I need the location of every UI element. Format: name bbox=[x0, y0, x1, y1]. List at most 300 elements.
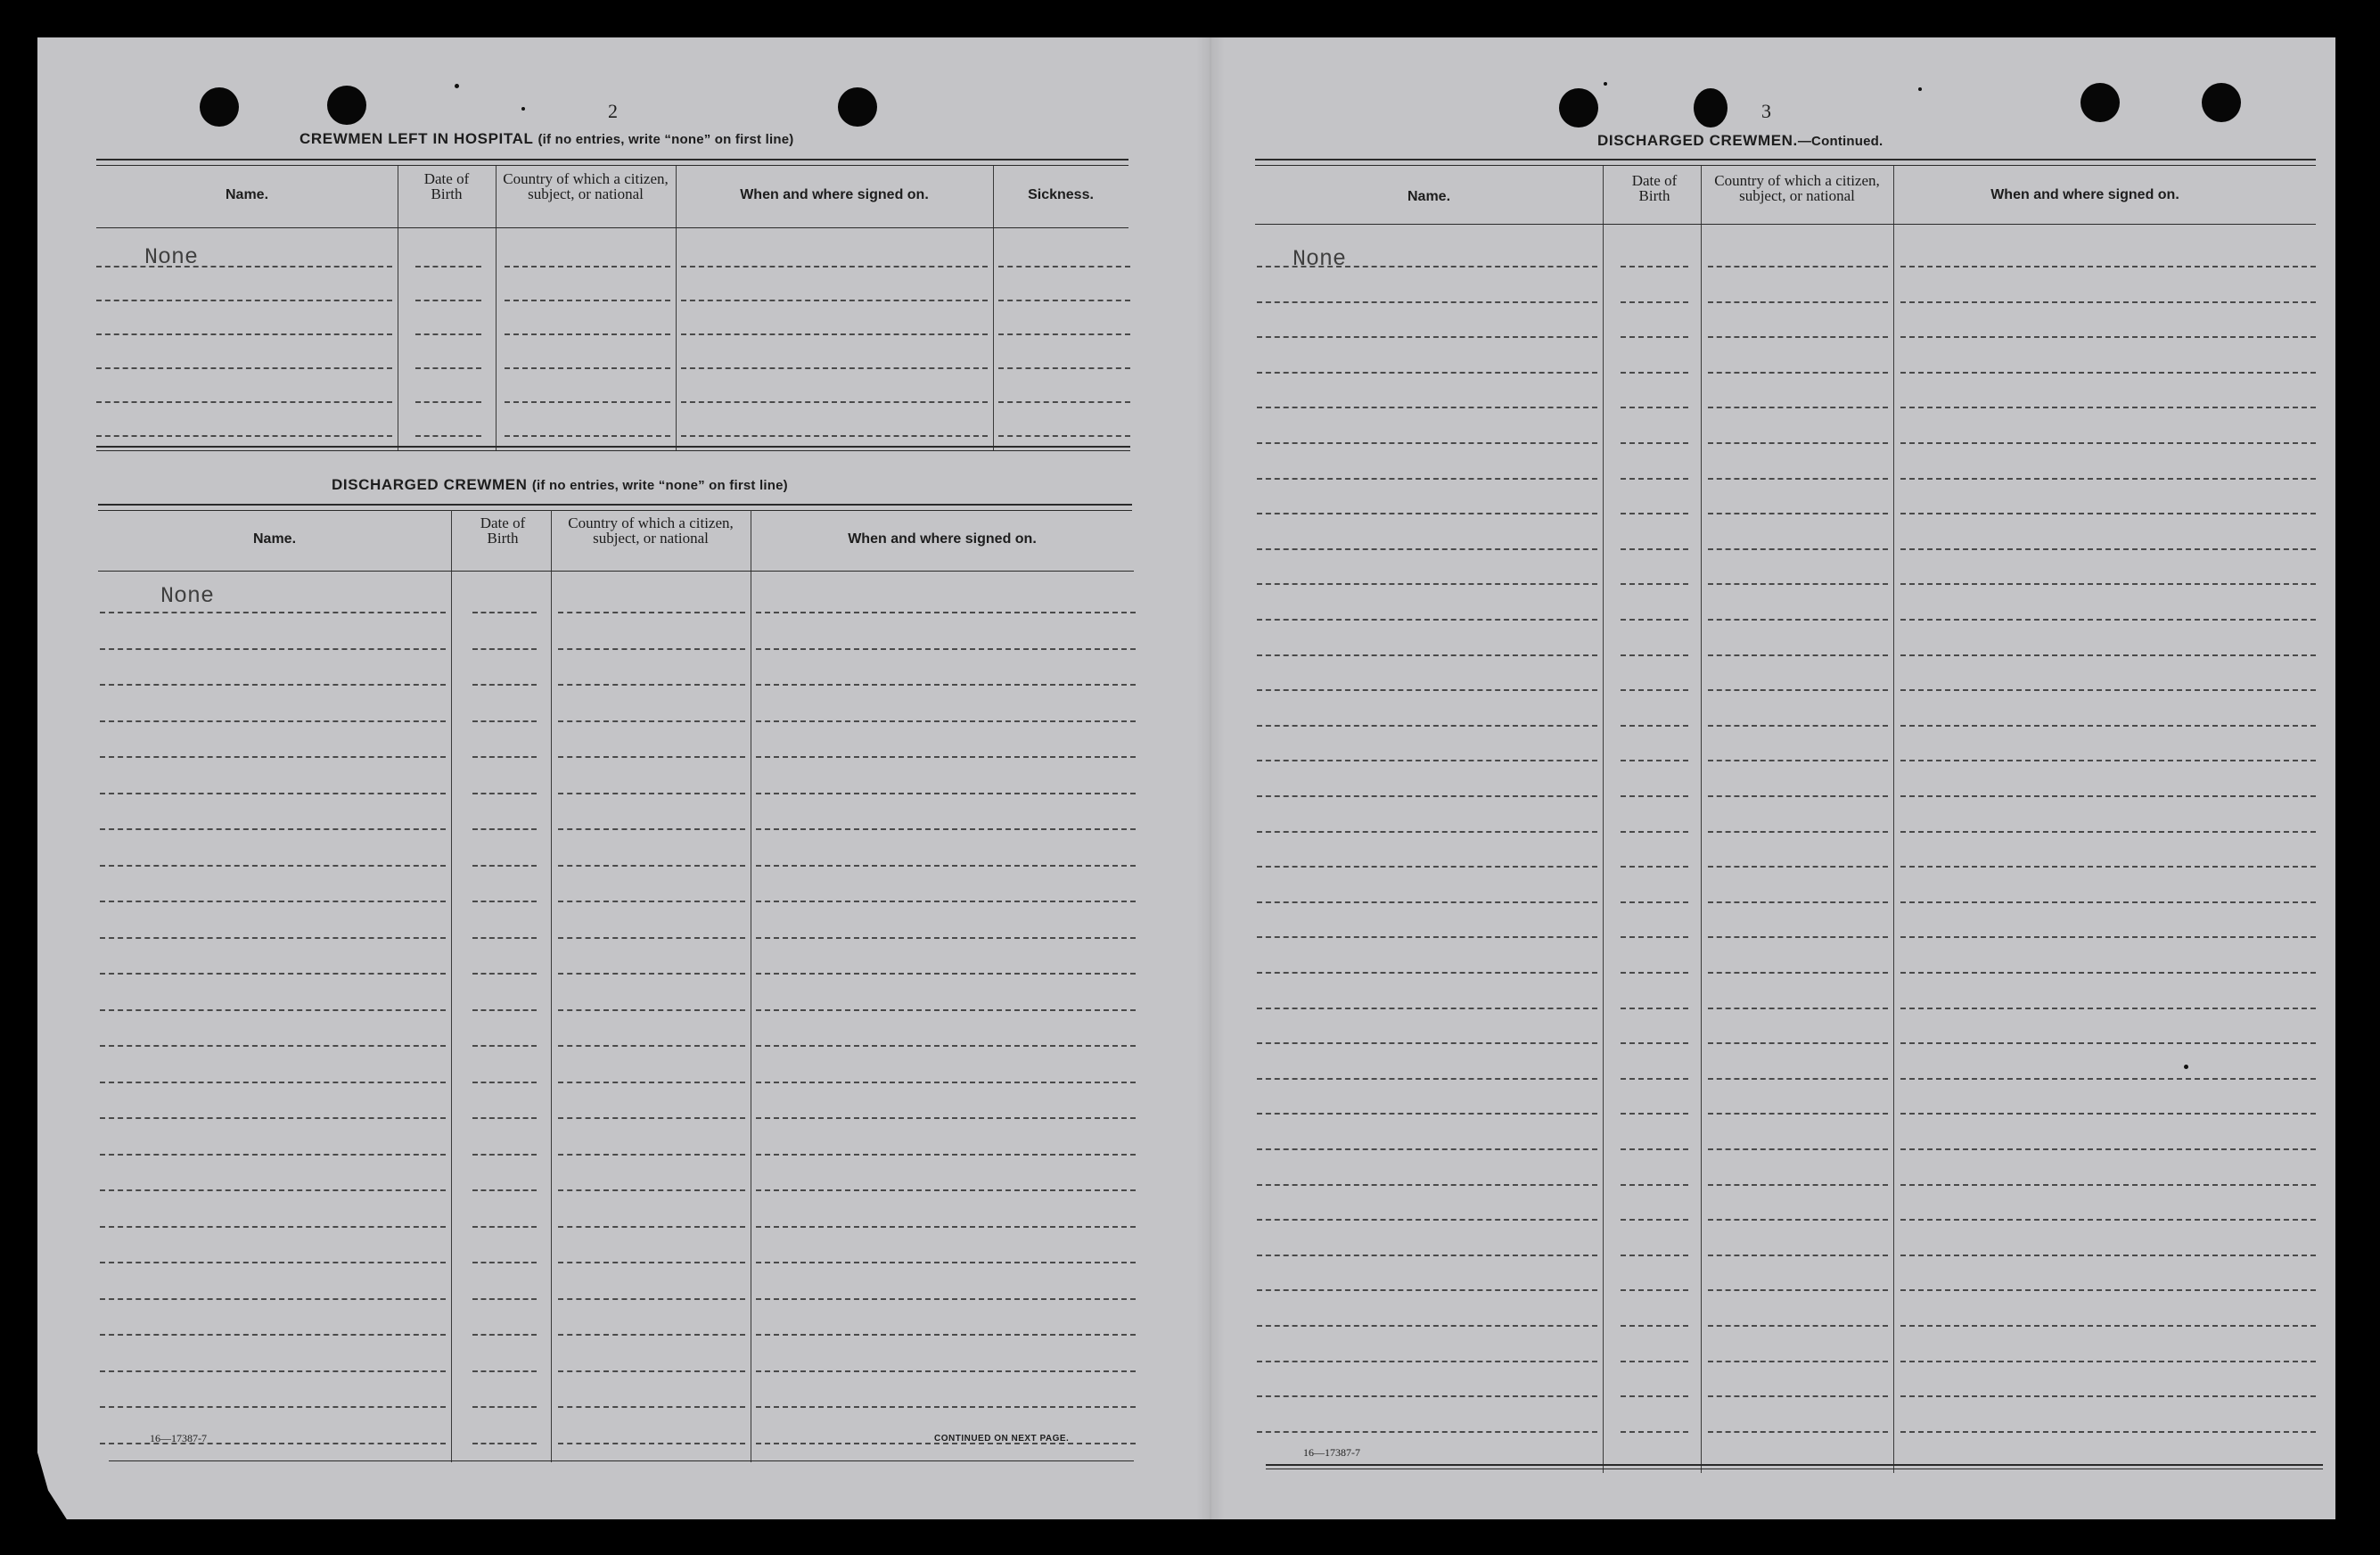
column-header-signed-on: When and where signed on. bbox=[1990, 187, 2179, 202]
ruled-line bbox=[1257, 372, 1597, 374]
ruled-line bbox=[1900, 1219, 2316, 1221]
torn-corner bbox=[36, 1446, 71, 1526]
table-top-rule bbox=[98, 504, 1132, 511]
ruled-line bbox=[96, 300, 392, 301]
ruled-line bbox=[1257, 1289, 1597, 1291]
ruled-line bbox=[1621, 725, 1688, 727]
ruled-line bbox=[472, 828, 537, 830]
ruled-line bbox=[1621, 831, 1688, 833]
column-header-sickness: Sickness. bbox=[1028, 187, 1094, 202]
ruled-line bbox=[558, 1406, 745, 1408]
page-number: 3 bbox=[1761, 100, 1771, 122]
column-divider bbox=[676, 166, 677, 451]
ruled-line bbox=[558, 720, 745, 722]
table-bottom-rule bbox=[1266, 1464, 2323, 1469]
ruled-line bbox=[472, 1045, 537, 1047]
ruled-line bbox=[1708, 1184, 1888, 1186]
ruled-line bbox=[558, 1262, 745, 1263]
ruled-line bbox=[1708, 760, 1888, 761]
ruled-line bbox=[472, 1298, 537, 1300]
ruled-line bbox=[558, 973, 745, 975]
ruled-line bbox=[1708, 1078, 1888, 1080]
ruled-line bbox=[681, 333, 988, 335]
ruled-line bbox=[1257, 1395, 1597, 1397]
ruled-line bbox=[1708, 1431, 1888, 1433]
section-title bbox=[300, 130, 793, 148]
ruled-line bbox=[1257, 478, 1597, 480]
ruled-line bbox=[472, 1009, 537, 1011]
ruled-line bbox=[1708, 336, 1888, 338]
ruled-line bbox=[1257, 1361, 1597, 1362]
ruled-line bbox=[998, 435, 1130, 437]
ruled-line bbox=[1708, 478, 1888, 480]
ruled-line bbox=[1708, 831, 1888, 833]
ruled-line bbox=[1708, 266, 1888, 267]
ruled-line bbox=[756, 901, 1136, 902]
ruled-line bbox=[96, 266, 392, 267]
ruled-line bbox=[558, 1082, 745, 1083]
ruled-line bbox=[1621, 760, 1688, 761]
ruled-line bbox=[1621, 1325, 1688, 1327]
ruled-line bbox=[1257, 1008, 1597, 1009]
ruled-line bbox=[756, 1298, 1136, 1300]
table-bottom-rule bbox=[109, 1460, 1134, 1461]
ruled-line bbox=[1900, 301, 2316, 303]
column-divider bbox=[551, 510, 552, 1462]
ruled-line bbox=[998, 333, 1130, 335]
ruled-line bbox=[1257, 725, 1597, 727]
ruled-line bbox=[1900, 1078, 2316, 1080]
ruled-line bbox=[1257, 760, 1597, 761]
page-fold bbox=[1196, 37, 1225, 1519]
section-note: (if no entries, write “none” on first line) bbox=[531, 478, 788, 493]
punch-hole bbox=[2080, 83, 2120, 122]
ruled-line bbox=[756, 756, 1136, 758]
ruled-line bbox=[1708, 301, 1888, 303]
ruled-line bbox=[756, 1045, 1136, 1047]
ruled-line bbox=[505, 300, 670, 301]
ruled-line bbox=[100, 1117, 446, 1119]
ruled-line bbox=[1257, 1431, 1597, 1433]
ruled-line bbox=[1621, 619, 1688, 621]
ruled-line bbox=[558, 793, 745, 794]
ruled-line bbox=[1621, 972, 1688, 974]
column-divider bbox=[496, 166, 497, 451]
ruled-line bbox=[96, 401, 392, 403]
ruled-line bbox=[100, 793, 446, 794]
ruled-line bbox=[558, 1154, 745, 1156]
ruled-line bbox=[1708, 619, 1888, 621]
ruled-line bbox=[100, 1082, 446, 1083]
ruled-line bbox=[756, 1082, 1136, 1083]
ruled-line bbox=[1708, 866, 1888, 868]
typed-entry: None bbox=[1293, 246, 1347, 272]
ruled-line bbox=[558, 1334, 745, 1336]
ruled-line bbox=[415, 435, 481, 437]
ruled-line bbox=[1621, 689, 1688, 691]
section-title bbox=[332, 476, 788, 494]
ruled-line bbox=[96, 367, 392, 369]
ruled-line bbox=[1900, 795, 2316, 797]
ruled-line bbox=[1900, 1008, 2316, 1009]
ruled-line bbox=[1708, 1361, 1888, 1362]
ruled-line bbox=[1708, 1219, 1888, 1221]
speck bbox=[1604, 82, 1607, 86]
ruled-line bbox=[558, 937, 745, 939]
column-divider bbox=[1701, 166, 1702, 1473]
ruled-line bbox=[472, 1406, 537, 1408]
ruled-line bbox=[756, 612, 1136, 613]
ruled-line bbox=[472, 865, 537, 867]
ruled-line bbox=[1621, 372, 1688, 374]
ruled-line bbox=[415, 367, 481, 369]
ruled-line bbox=[1708, 583, 1888, 585]
ruled-line bbox=[1621, 795, 1688, 797]
ruled-line bbox=[472, 1154, 537, 1156]
section-title-text: CREWMEN LEFT IN HOSPITAL bbox=[300, 130, 534, 147]
ruled-line bbox=[100, 1045, 446, 1047]
column-divider bbox=[1603, 166, 1604, 1473]
ruled-line bbox=[998, 367, 1130, 369]
ruled-line bbox=[1257, 1325, 1597, 1327]
ruled-line bbox=[1621, 548, 1688, 550]
ruled-line bbox=[1900, 513, 2316, 514]
ruled-line bbox=[100, 973, 446, 975]
ruled-line bbox=[1257, 866, 1597, 868]
ruled-line bbox=[100, 756, 446, 758]
section-title-text: DISCHARGED CREWMEN. bbox=[1597, 132, 1798, 149]
ruled-line bbox=[1621, 1148, 1688, 1150]
ruled-line bbox=[472, 937, 537, 939]
column-header-date-of-birth: Date of Birth bbox=[423, 170, 470, 202]
ruled-line bbox=[1900, 266, 2316, 267]
ruled-line bbox=[100, 1154, 446, 1156]
ruled-line bbox=[472, 684, 537, 686]
ruled-line bbox=[100, 1009, 446, 1011]
ruled-line bbox=[558, 684, 745, 686]
header-rule bbox=[98, 571, 1134, 572]
ruled-line bbox=[1708, 548, 1888, 550]
header-rule bbox=[1255, 224, 2316, 225]
column-header-date-of-birth: Date of Birth bbox=[480, 514, 526, 547]
ruled-line bbox=[1708, 1148, 1888, 1150]
ruled-line bbox=[1257, 442, 1597, 444]
ruled-line bbox=[1708, 689, 1888, 691]
ruled-line bbox=[100, 1370, 446, 1372]
ruled-line bbox=[1621, 1395, 1688, 1397]
punch-hole bbox=[200, 87, 239, 127]
column-header-signed-on: When and where signed on. bbox=[848, 531, 1037, 547]
typed-entry: None bbox=[160, 583, 215, 609]
ruled-line bbox=[100, 828, 446, 830]
table-top-rule bbox=[1255, 159, 2316, 166]
ruled-line bbox=[100, 937, 446, 939]
ruled-line bbox=[1257, 831, 1597, 833]
ruled-line bbox=[1621, 1184, 1688, 1186]
ruled-line bbox=[1708, 972, 1888, 974]
ruled-line bbox=[1900, 972, 2316, 974]
ruled-line bbox=[1257, 1184, 1597, 1186]
ruled-line bbox=[472, 1117, 537, 1119]
ruled-line bbox=[1900, 936, 2316, 938]
ruled-line bbox=[756, 793, 1136, 794]
ruled-line bbox=[1708, 513, 1888, 514]
ruled-line bbox=[100, 1189, 446, 1191]
ruled-line bbox=[472, 1262, 537, 1263]
ruled-line bbox=[998, 300, 1130, 301]
ruled-line bbox=[1900, 866, 2316, 868]
ruled-line bbox=[1900, 1289, 2316, 1291]
ruled-line bbox=[1257, 972, 1597, 974]
ruled-line bbox=[1257, 619, 1597, 621]
ruled-line bbox=[1708, 725, 1888, 727]
ruled-line bbox=[1708, 795, 1888, 797]
form-code: 16—17387-7 bbox=[1303, 1446, 1360, 1459]
ruled-line bbox=[472, 756, 537, 758]
ruled-line bbox=[1708, 442, 1888, 444]
ruled-line bbox=[1708, 654, 1888, 656]
ruled-line bbox=[1708, 1008, 1888, 1009]
column-divider bbox=[1893, 166, 1894, 1473]
ruled-line bbox=[1900, 1395, 2316, 1397]
ruled-line bbox=[1621, 266, 1688, 267]
ruled-line bbox=[1621, 1042, 1688, 1044]
ruled-line bbox=[505, 367, 670, 369]
ruled-line bbox=[1257, 301, 1597, 303]
ruled-line bbox=[1900, 583, 2316, 585]
ruled-line bbox=[1708, 1255, 1888, 1256]
ruled-line bbox=[1900, 1325, 2316, 1327]
column-header-country: Country of which a citizen, subject, or national bbox=[1714, 172, 1880, 204]
ruled-line bbox=[558, 612, 745, 613]
ruled-line bbox=[505, 401, 670, 403]
ruled-line bbox=[1900, 1042, 2316, 1044]
ruled-line bbox=[1621, 513, 1688, 514]
ruled-line bbox=[558, 1298, 745, 1300]
ruled-line bbox=[100, 901, 446, 902]
ruled-line bbox=[756, 684, 1136, 686]
punch-hole bbox=[327, 86, 366, 125]
section-title-text: DISCHARGED CREWMEN bbox=[332, 476, 528, 493]
ruled-line bbox=[1257, 513, 1597, 514]
ruled-line bbox=[1257, 548, 1597, 550]
column-divider bbox=[451, 510, 452, 1462]
ruled-line bbox=[756, 828, 1136, 830]
ruled-line bbox=[1900, 1148, 2316, 1150]
ruled-line bbox=[100, 1262, 446, 1263]
ruled-line bbox=[558, 1045, 745, 1047]
column-header-name: Name. bbox=[1407, 189, 1451, 204]
page-number: 2 bbox=[608, 100, 618, 122]
ruled-line bbox=[998, 266, 1130, 267]
ruled-line bbox=[756, 937, 1136, 939]
ruled-line bbox=[100, 1298, 446, 1300]
ruled-line bbox=[558, 901, 745, 902]
form-code: 16—17387-7 bbox=[150, 1432, 207, 1444]
ruled-line bbox=[1708, 901, 1888, 903]
speck bbox=[1918, 87, 1922, 91]
ruled-line bbox=[415, 333, 481, 335]
ruled-line bbox=[100, 684, 446, 686]
section-title-suffix: —Continued. bbox=[1797, 134, 1883, 149]
ruled-line bbox=[1257, 1113, 1597, 1115]
ruled-line bbox=[472, 1443, 537, 1444]
ruled-line bbox=[558, 1443, 745, 1444]
ruled-line bbox=[1621, 1219, 1688, 1221]
ruled-line bbox=[1708, 1113, 1888, 1115]
ruled-line bbox=[1257, 407, 1597, 408]
ruled-line bbox=[472, 1189, 537, 1191]
ruled-line bbox=[558, 1189, 745, 1191]
ruled-line bbox=[1900, 548, 2316, 550]
ruled-line bbox=[756, 1117, 1136, 1119]
ruled-line bbox=[1900, 760, 2316, 761]
ruled-line bbox=[1621, 1078, 1688, 1080]
ruled-line bbox=[472, 648, 537, 650]
ruled-line bbox=[756, 1154, 1136, 1156]
ruled-line bbox=[100, 865, 446, 867]
continued-note: CONTINUED ON NEXT PAGE. bbox=[934, 1434, 1070, 1444]
ruled-line bbox=[1621, 1431, 1688, 1433]
ruled-line bbox=[1621, 901, 1688, 903]
ruled-line bbox=[415, 266, 481, 267]
ruled-line bbox=[472, 1226, 537, 1228]
ruled-line bbox=[1621, 1255, 1688, 1256]
ruled-line bbox=[472, 1370, 537, 1372]
ruled-line bbox=[1621, 301, 1688, 303]
column-header-country: Country of which a citizen, subject, or national bbox=[503, 170, 669, 202]
ruled-line bbox=[472, 973, 537, 975]
ruled-line bbox=[472, 720, 537, 722]
ruled-line bbox=[756, 1009, 1136, 1011]
table-bottom-rule bbox=[96, 446, 1130, 451]
ruled-line bbox=[1257, 1219, 1597, 1221]
ruled-line bbox=[1257, 583, 1597, 585]
ruled-line bbox=[1900, 478, 2316, 480]
ruled-line bbox=[472, 1334, 537, 1336]
ruled-line bbox=[1257, 1148, 1597, 1150]
ruled-line bbox=[1621, 1361, 1688, 1362]
ruled-line bbox=[1900, 725, 2316, 727]
ruled-line bbox=[1900, 442, 2316, 444]
ruled-line bbox=[100, 612, 446, 613]
ruled-line bbox=[1708, 1042, 1888, 1044]
ruled-line bbox=[1257, 1042, 1597, 1044]
ruled-line bbox=[415, 300, 481, 301]
ruled-line bbox=[1900, 407, 2316, 408]
ruled-line bbox=[1257, 1078, 1597, 1080]
ruled-line bbox=[1257, 795, 1597, 797]
ruled-line bbox=[756, 720, 1136, 722]
ruled-line bbox=[1900, 1113, 2316, 1115]
ruled-line bbox=[1708, 1325, 1888, 1327]
column-header-date-of-birth: Date of Birth bbox=[1631, 172, 1678, 204]
ruled-line bbox=[96, 333, 392, 335]
ruled-line bbox=[1900, 689, 2316, 691]
column-header-signed-on: When and where signed on. bbox=[740, 187, 929, 202]
ruled-line bbox=[472, 612, 537, 613]
column-header-name: Name. bbox=[252, 531, 297, 547]
ruled-line bbox=[998, 401, 1130, 403]
ruled-line bbox=[472, 901, 537, 902]
ruled-line bbox=[1621, 442, 1688, 444]
typed-entry: None bbox=[144, 244, 199, 270]
ruled-line bbox=[558, 756, 745, 758]
ruled-line bbox=[558, 1370, 745, 1372]
ruled-line bbox=[1900, 1431, 2316, 1433]
ruled-line bbox=[100, 720, 446, 722]
ruled-line bbox=[756, 1226, 1136, 1228]
ruled-line bbox=[1621, 407, 1688, 408]
column-divider bbox=[993, 166, 994, 451]
ruled-line bbox=[756, 1406, 1136, 1408]
punch-hole bbox=[1559, 88, 1598, 128]
ruled-line bbox=[558, 828, 745, 830]
ruled-line bbox=[1900, 901, 2316, 903]
ruled-line bbox=[1900, 1184, 2316, 1186]
ruled-line bbox=[1900, 336, 2316, 338]
speck bbox=[2184, 1065, 2188, 1069]
ruled-line bbox=[681, 401, 988, 403]
ruled-line bbox=[415, 401, 481, 403]
ruled-line bbox=[681, 300, 988, 301]
ruled-line bbox=[558, 648, 745, 650]
ruled-line bbox=[96, 435, 392, 437]
ruled-line bbox=[1708, 372, 1888, 374]
ruled-line bbox=[1257, 689, 1597, 691]
ruled-line bbox=[756, 973, 1136, 975]
ruled-line bbox=[756, 865, 1136, 867]
ruled-line bbox=[505, 266, 670, 267]
ruled-line bbox=[756, 648, 1136, 650]
ruled-line bbox=[100, 648, 446, 650]
ruled-line bbox=[100, 1334, 446, 1336]
ruled-line bbox=[1708, 407, 1888, 408]
table-top-rule bbox=[96, 159, 1128, 166]
ruled-line bbox=[1257, 654, 1597, 656]
ruled-line bbox=[505, 333, 670, 335]
ruled-line bbox=[1900, 372, 2316, 374]
punch-hole bbox=[838, 87, 877, 127]
speck bbox=[455, 84, 459, 88]
section-title bbox=[1597, 132, 1883, 150]
ruled-line bbox=[1621, 1113, 1688, 1115]
ruled-line bbox=[1621, 336, 1688, 338]
ruled-line bbox=[1900, 619, 2316, 621]
ruled-line bbox=[1621, 866, 1688, 868]
ruled-line bbox=[472, 793, 537, 794]
ruled-line bbox=[100, 1406, 446, 1408]
ruled-line bbox=[505, 435, 670, 437]
ruled-line bbox=[1621, 936, 1688, 938]
ruled-line bbox=[1257, 266, 1597, 267]
ruled-line bbox=[1900, 654, 2316, 656]
speck bbox=[521, 107, 525, 111]
form-sheet bbox=[37, 37, 2335, 1519]
section-note: (if no entries, write “none” on first line) bbox=[538, 132, 794, 147]
ruled-line bbox=[1621, 1289, 1688, 1291]
ruled-line bbox=[1621, 478, 1688, 480]
ruled-line bbox=[558, 1117, 745, 1119]
ruled-line bbox=[1257, 901, 1597, 903]
ruled-line bbox=[756, 1262, 1136, 1263]
ruled-line bbox=[1900, 1361, 2316, 1362]
ruled-line bbox=[1621, 654, 1688, 656]
ruled-line bbox=[1708, 1289, 1888, 1291]
ruled-line bbox=[1257, 1255, 1597, 1256]
ruled-line bbox=[1257, 936, 1597, 938]
column-header-country: Country of which a citizen, subject, or national bbox=[568, 514, 734, 547]
